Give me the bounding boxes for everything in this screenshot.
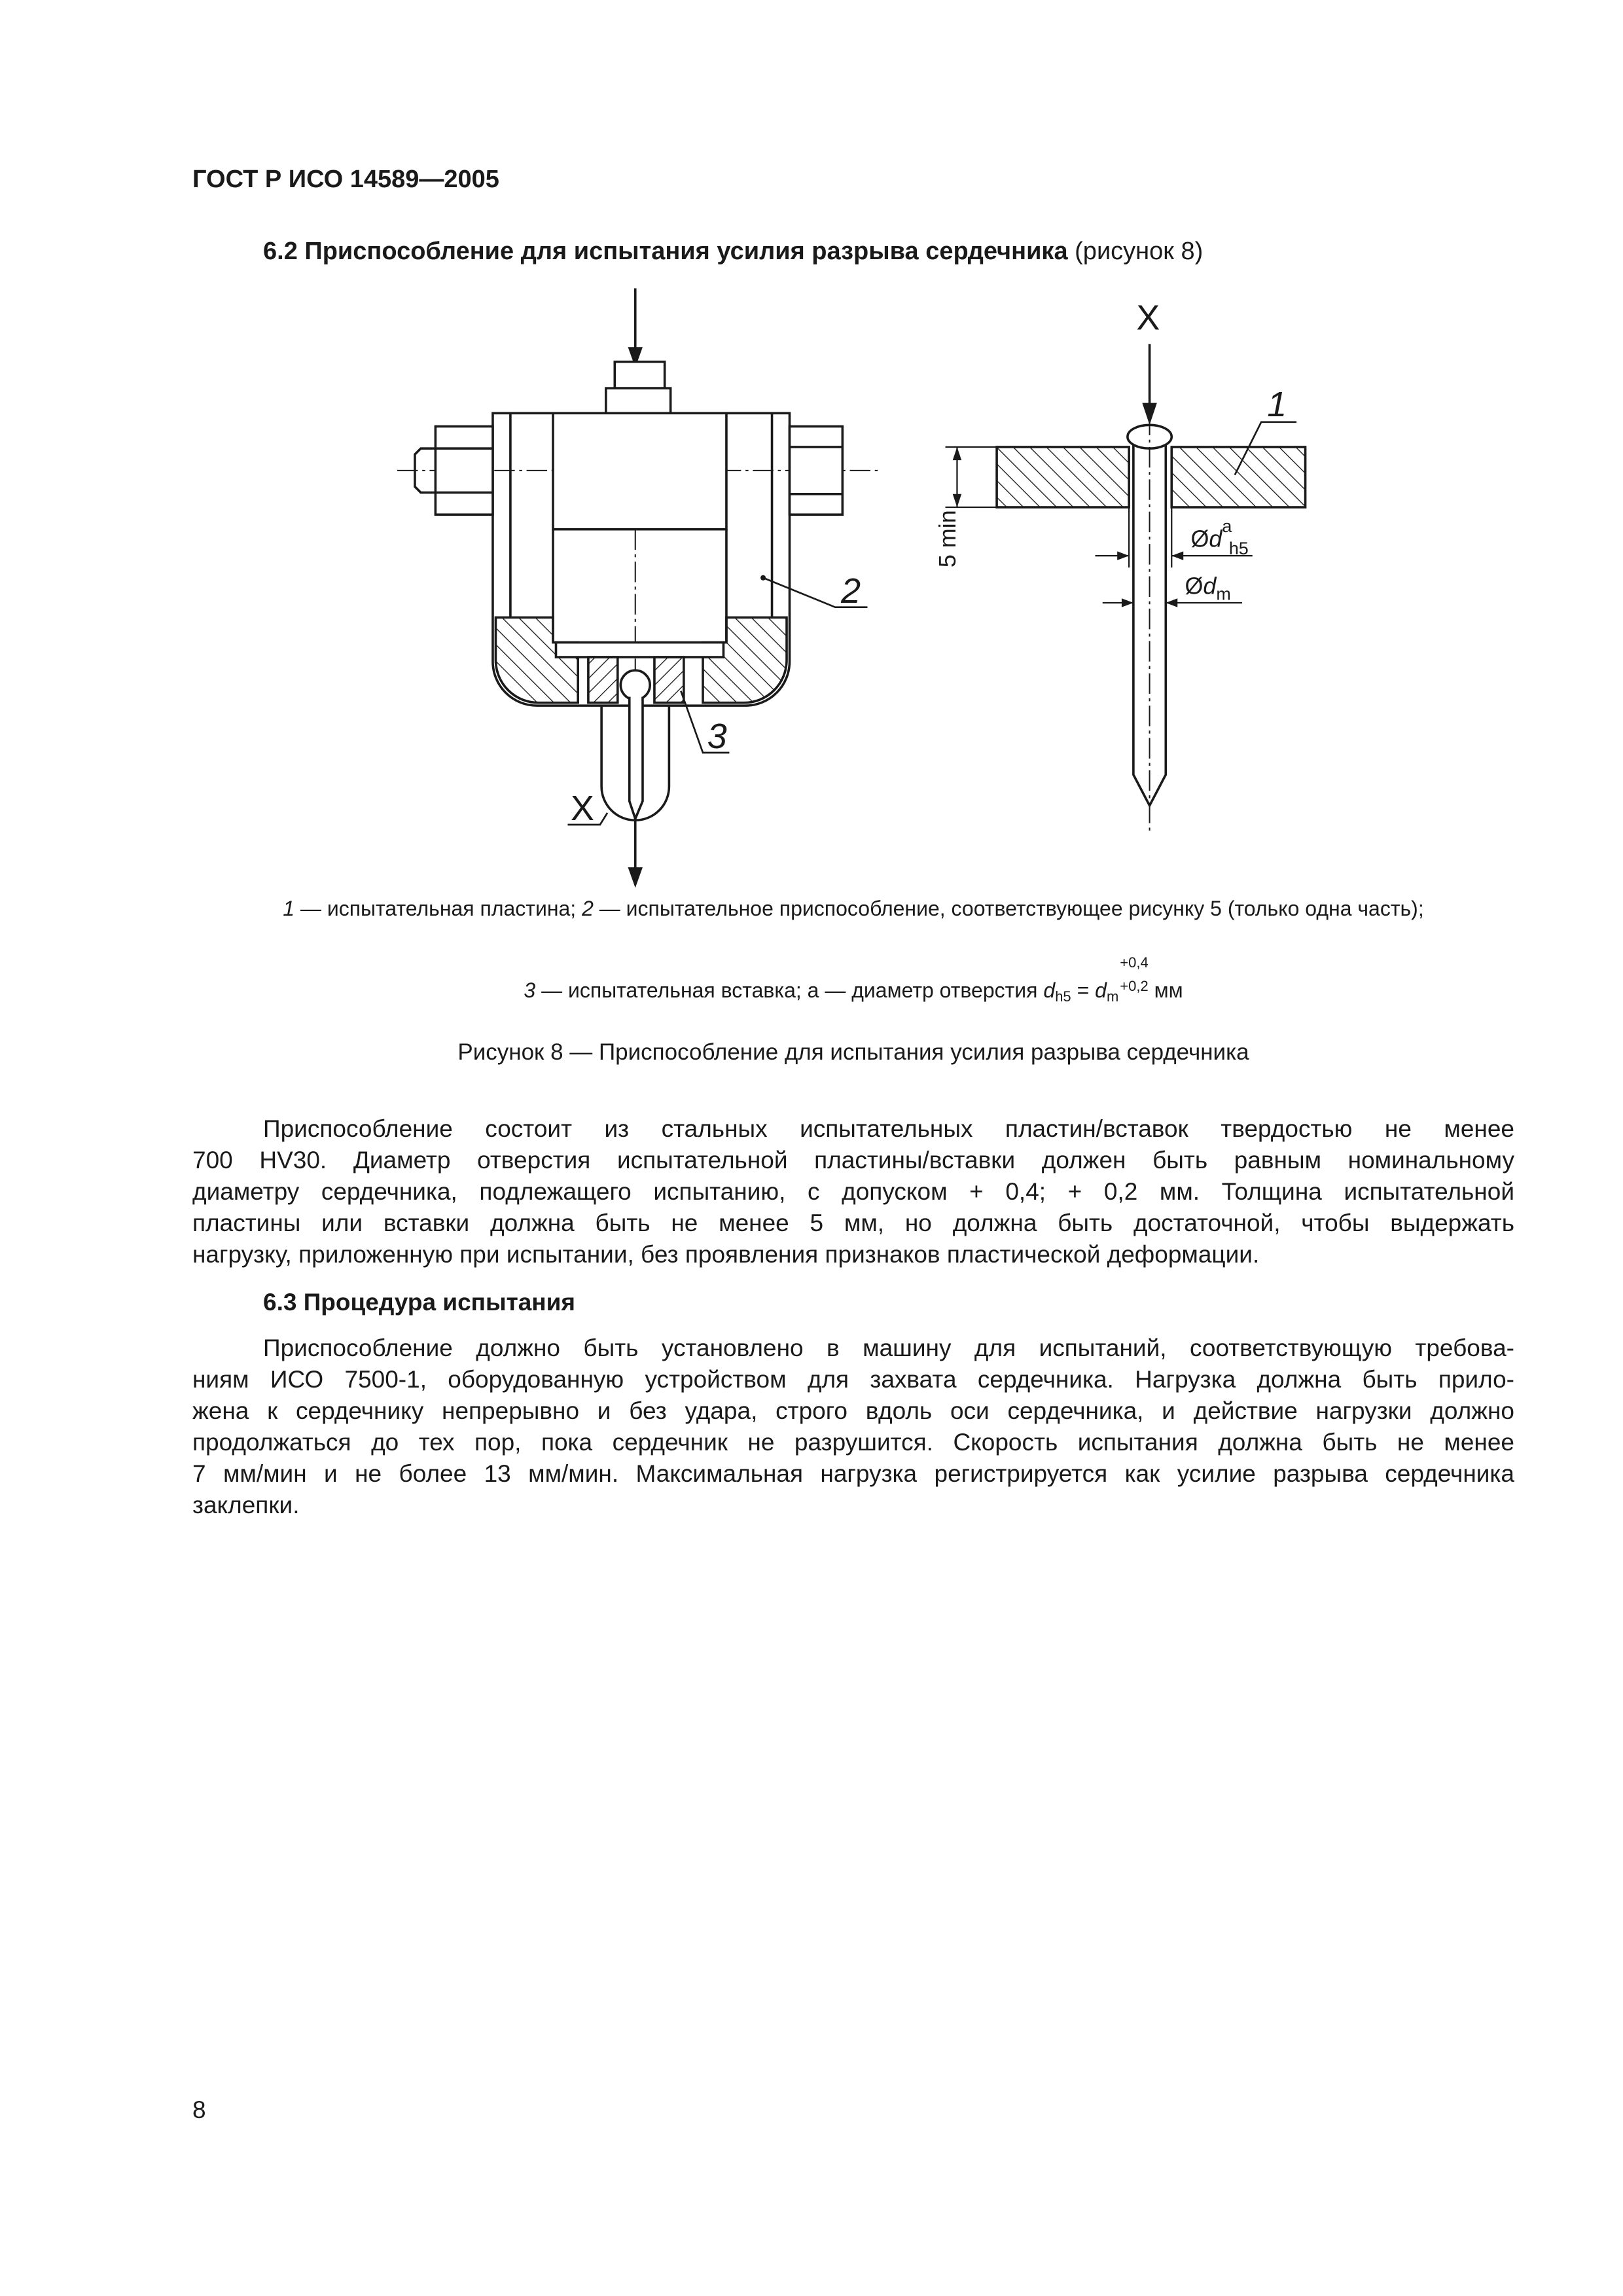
paragraph-line: продолжаться до тех пор, пока сердечник не разрушится. Скорость испытания должна быть не менее [192,1429,1514,1456]
fixture-view [397,288,882,888]
test-plate-left-section [997,447,1129,507]
formula-var-d-mandrel: d [1095,978,1107,1002]
tolerance-lower: +0,2 [1120,978,1149,994]
paragraph-line: Приспособление состоит из стальных испытательных пластин/вставок твердостью не менее [263,1115,1514,1142]
legend-item-2-number: 2 [582,897,594,920]
figure-8-drawing [382,279,1353,897]
paragraph-line: 7 мм/мин и не более 13 мм/мин. Максимальная нагрузка регистрируется как усилие разрыва сердечника [192,1460,1514,1487]
tolerance-upper: +0,4 [1120,954,1149,971]
dim-hole-sign: Ø [1190,525,1209,552]
legend-item-3-text: — испытательная вставка; а — диаметр отверстия [535,978,1044,1002]
dim-mandrel-arrow-right [1166,598,1177,607]
dim-mandrel-label [1185,572,1230,603]
clevis-base-right-section [703,617,787,702]
legend-item-3-number: 3 [524,978,536,1002]
clevis-base-left-section [495,617,578,702]
section-6-2-title: 6.2 Приспособление для испытания усилия разрыва сердечника [263,238,1068,265]
dim-hole-sub: h5 [1228,538,1249,558]
page-number: 8 [192,2096,206,2123]
figure-title: Рисунок 8 — Приспособление для испытания усилия разрыва сердечника [457,1039,1249,1065]
formula-equals: = [1071,978,1096,1002]
figure-legend-line-2 [192,954,1514,1005]
document-id-header: ГОСТ Р ИСО 14589—2005 [192,166,499,193]
dim-thickness-arrow-bottom [953,494,961,507]
dim-hole-sup: a [1222,516,1232,537]
dim-hole-var: d [1209,525,1222,552]
top-cap-lower [606,388,671,413]
paragraph-line: нагрузку, приложенную при испытании, без проявления признаков пластической деформации. [192,1241,1260,1268]
formula-sub-m: m [1106,988,1119,1005]
formula-var-d-hole: d [1043,978,1056,1002]
mandrel-head-left [620,670,650,700]
paragraph-line: диаметру сердечника, подлежащего испытанию, с допуском + 0,4; + 0,2 мм. Толщина испытательной [192,1178,1514,1205]
load-arrow-bottom-head [628,867,643,888]
dim-mandrel-sub: m [1216,584,1231,604]
paragraph-line: Приспособление должно быть установлено в машину для испытаний, соответствующую требова- [263,1335,1514,1361]
mandrel-pin-left [630,697,643,819]
bolt-head [435,427,493,515]
dim-mandrel-sign: Ø [1185,572,1204,600]
paragraph-line: пластины или вставки должна быть не менее 5 мм, но должна быть достаточной, чтобы выдержать [192,1210,1514,1236]
insert-right-section [654,657,684,703]
paragraph-line: жена к сердечнику непрерывно и без удара, строго вдоль оси сердечника, и действие нагрузки должно [192,1397,1514,1424]
legend-item-2-text: — испытательное приспособление, соответствующее рисунку 5 (только одна часть); [593,897,1424,920]
dim-mandrel-var: d [1203,572,1217,600]
label-item-2: 2 [841,571,861,611]
insert-flange [556,643,724,657]
legend-item-1-number: 1 [283,897,295,920]
top-cap-upper [615,362,664,388]
paragraph-line: 700 HV30. Диаметр отверстия испытательной пластины/вставки должен быть равным номинальному [192,1147,1514,1174]
dim-thickness-arrow-top [953,447,961,460]
dim-hole-arrow-right [1171,551,1183,560]
label-x-left: X [570,789,594,829]
insert-left-section [588,657,618,703]
label-item-3: 3 [707,717,727,757]
formula-sub-h5: h5 [1055,988,1071,1005]
section-6-2-figure-ref: (рисунок 8) [1067,238,1204,265]
dim-mandrel-arrow-left [1122,598,1133,607]
dim-hole-arrow-left [1117,551,1129,560]
section-6-3-heading: 6.3 Процедура испытания [263,1289,575,1316]
nut [790,427,843,515]
figure-legend-line-1 [192,895,1514,922]
formula-tolerance-stack [1120,951,1148,998]
dim-hole-label [1190,516,1248,558]
central-block [553,413,726,529]
label-item-1: 1 [1267,384,1287,424]
paragraph-line: ниям ИСО 7500-1, оборудованную устройством для захвата сердечника. Нагрузка должна быть прило- [192,1366,1514,1393]
formula-unit: мм [1148,978,1183,1002]
section-6-2-heading [263,236,1203,267]
legend-item-1-text: — испытательная пластина; [294,897,582,920]
test-plate-right-section [1171,447,1305,507]
label-x-right: X [1136,298,1160,338]
test-plate-view [934,298,1305,832]
dim-thickness-label: 5 min [934,510,961,568]
paragraph-line: заклепки. [192,1492,300,1518]
